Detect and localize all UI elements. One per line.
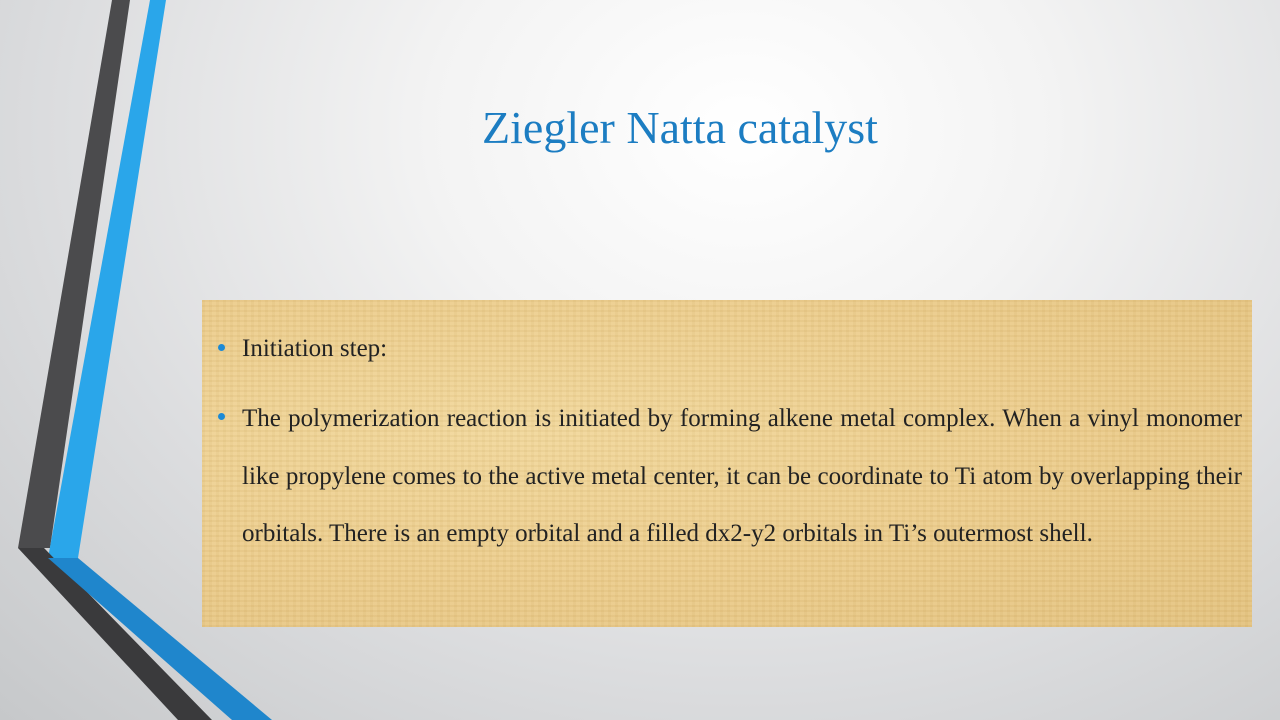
bullet-icon bbox=[218, 344, 225, 351]
bullet-icon bbox=[218, 413, 225, 420]
slide-title: Ziegler Natta catalyst bbox=[482, 102, 878, 153]
bullet-text: The polymerization reaction is initiated by forming alkene metal complex. When a vinyl monomer like propylene comes to the active metal center, it can be coordinate to Ti atom by overlapping their orbitals. There is an empty orbital and a filled dx2-y2 orbitals in Ti’s outermost shell. bbox=[242, 405, 1242, 547]
content-box bbox=[202, 300, 1252, 627]
bullet-item bbox=[202, 333, 387, 365]
bullet-text: Initiation step: bbox=[242, 335, 388, 362]
dark-lower-bar bbox=[18, 548, 212, 720]
bullet-item bbox=[202, 402, 1280, 563]
